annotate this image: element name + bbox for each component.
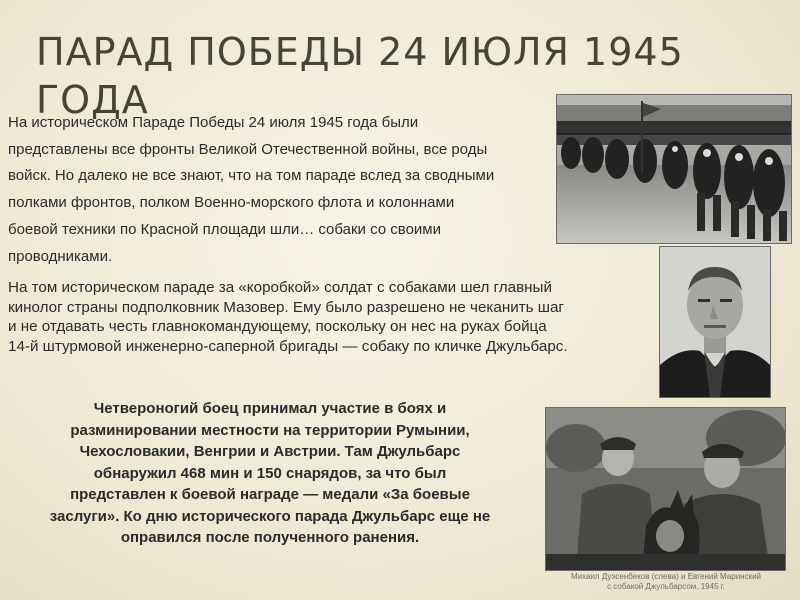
caption-line: Михаил Дуэсенбеков (слева) и Евгений Маринский [570, 572, 762, 581]
parade-photo [556, 94, 792, 244]
text-line: полками фронтов, полком Военно-морского флота и колоннами [8, 194, 455, 212]
text-line: проводниками. [8, 247, 113, 265]
text-line: На том историческом параде за «коробкой» солдат с собаками шел главный [8, 279, 552, 296]
text-line: представлены все фронты Великой Отечественной войны, все роды [8, 140, 488, 158]
text-line: 14-й штурмовой инженерно-саперной бригады — собаку по кличке Джульбарс. [8, 337, 568, 355]
portrait-photo [659, 246, 771, 398]
text-line: обнаружил 468 мин и 150 снарядов, за что был [93, 464, 447, 482]
dzhulbars-paragraph [10, 398, 530, 549]
photo-caption [566, 572, 766, 592]
slide-title: ПАРАД ПОБЕДЫ 24 ИЮЛЯ 1945 ГОДА [36, 30, 684, 122]
intro-paragraph [8, 110, 568, 270]
text-line: и не отдавать честь главнокомандующему, поскольку он нес на руках бойца [8, 318, 547, 335]
text-line: войск. Но далеко не все знают, что на том параде вслед за сводными [8, 167, 495, 185]
text-line: Четвероногий боец принимал участие в боях и [93, 400, 447, 417]
text-line: боевой техники по Красной площади шли… собаки со своими [8, 220, 441, 238]
mazover-paragraph [8, 278, 660, 356]
caption-line: с собакой Джульбарсом, 1945 г. [607, 582, 725, 591]
text-line: представлен к боевой награде — медали «За боевые [70, 486, 470, 503]
handlers-with-dog-photo [545, 407, 786, 571]
text-line: Чехословакии, Венгрии и Австрии. Там Джульбарс [79, 443, 461, 460]
text-line: кинолог страны подполковник Мазовер. Ему было разрешено не чеканить шаг [8, 298, 564, 316]
text-line: разминировании местности на территории Румынии, [70, 421, 470, 439]
text-line: заслуги». Ко дню исторического парада Джульбарс еще не [49, 507, 491, 525]
text-line: оправился после полученного ранения. [120, 529, 420, 546]
text-line: На историческом Параде Победы 24 июля 1945 года были [8, 114, 419, 131]
